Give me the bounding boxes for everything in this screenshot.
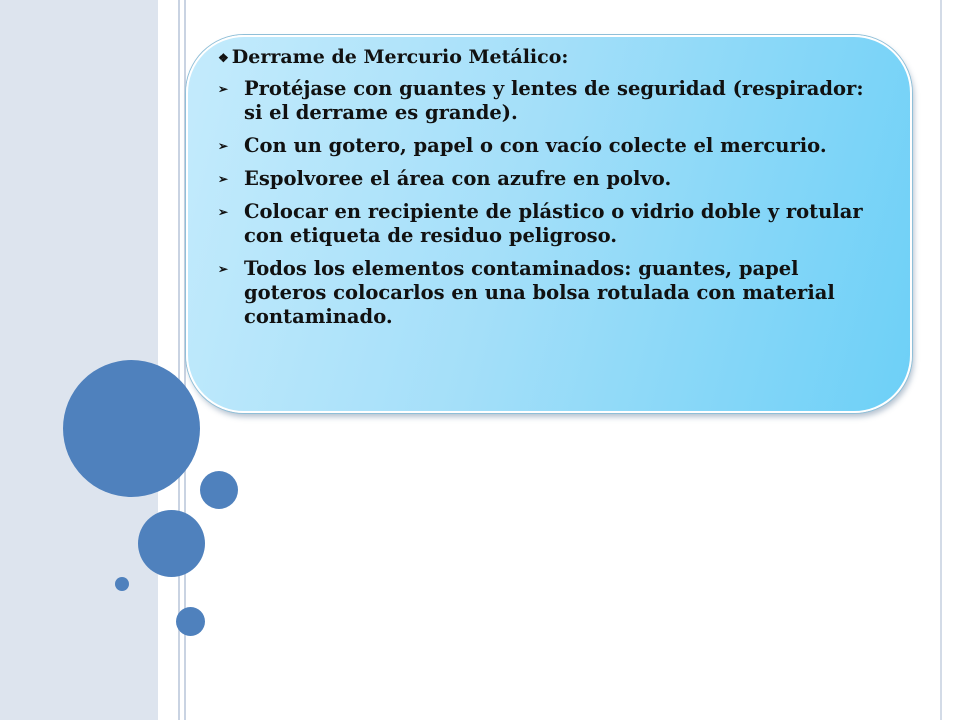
list-item	[214, 77, 882, 125]
list-item-text: Con un gotero, papel o con vacío colecte el mercurio.	[244, 134, 827, 157]
list-item-text: Todos los elementos contaminados: guantes, papel goteros colocarlos en una bolsa rotulada con material contaminado.	[244, 257, 835, 328]
list-item-text: Espolvoree el área con azufre en polvo.	[244, 167, 672, 190]
slide-heading	[218, 45, 882, 71]
list-item	[214, 200, 882, 248]
list-item-text: Protéjase con guantes y lentes de seguridad (respirador: si el derrame es grande).	[244, 77, 864, 124]
arrow-bullet-icon: ➢	[218, 172, 229, 186]
list-item	[214, 167, 882, 191]
decorative-circle-small	[176, 607, 205, 636]
arrow-bullet-icon: ➢	[218, 262, 229, 276]
decorative-circle-small	[200, 471, 238, 509]
right-border-line	[940, 0, 942, 720]
arrow-bullet-icon: ➢	[218, 205, 229, 219]
decorative-circle-large	[63, 360, 200, 497]
left-white-stripe	[158, 0, 176, 720]
arrow-bullet-icon: ➢	[218, 139, 229, 153]
bullet-list	[214, 77, 882, 329]
arrow-bullet-icon: ➢	[218, 82, 229, 96]
decorative-circle-medium	[138, 510, 205, 577]
list-item	[214, 257, 882, 329]
list-item	[214, 134, 882, 158]
decorative-circle-tiny	[115, 577, 129, 591]
heading-text: Derrame de Mercurio Metálico:	[231, 46, 569, 68]
list-item-text: Colocar en recipiente de plástico o vidrio doble y rotular con etiqueta de residuo peligroso.	[244, 200, 863, 247]
diamond-bullet-icon: ❖	[218, 51, 229, 65]
content-box	[186, 35, 912, 413]
